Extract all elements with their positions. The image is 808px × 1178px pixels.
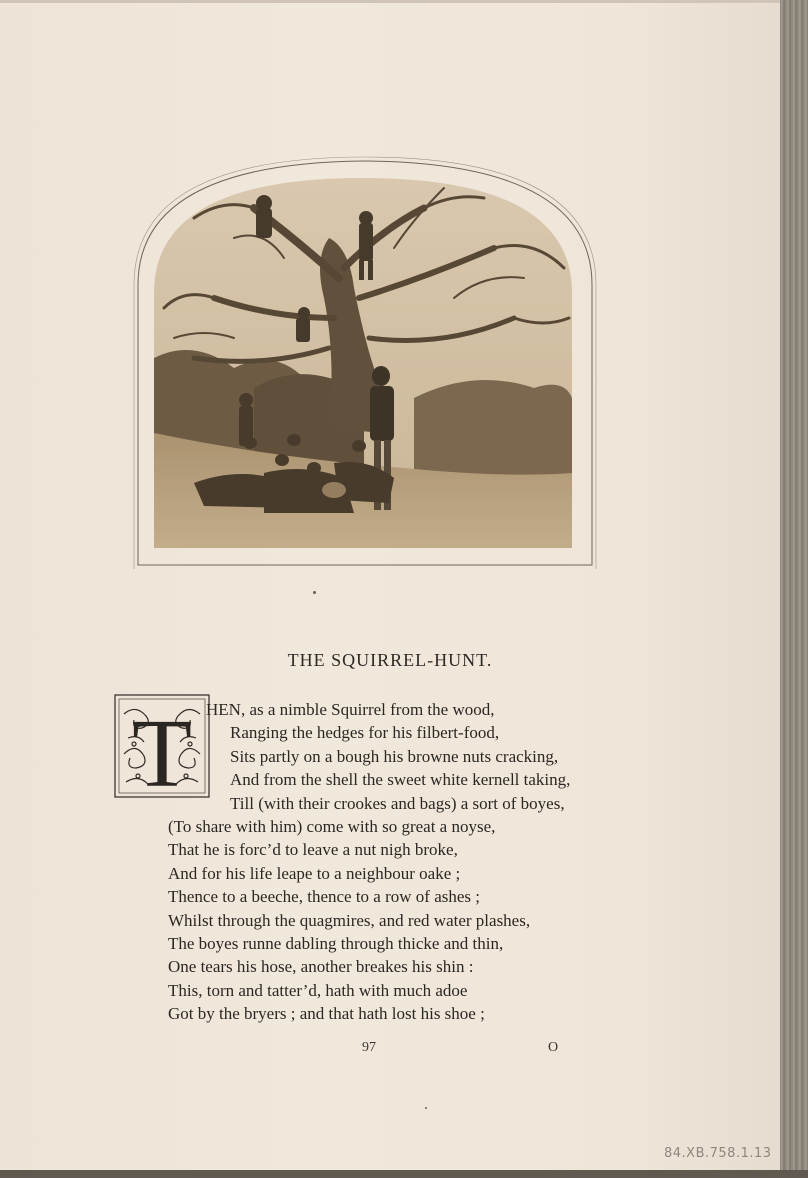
- poem-title: THE SQUIRREL-HUNT.: [287, 650, 493, 670]
- page-number: 97: [362, 1040, 376, 1055]
- page-stack-edge: [780, 0, 808, 1178]
- poem-verse: [168, 698, 638, 1026]
- verse-line: Got by the bryers ; and that hath lost his shoe ;: [168, 1004, 485, 1024]
- cover-bottom-edge: [0, 1170, 808, 1178]
- paper-speck: [313, 591, 316, 594]
- verse-line: (To share with him) come with so great a noyse,: [168, 817, 496, 837]
- page-top-edge: [0, 0, 780, 3]
- signature-mark: O: [548, 1040, 559, 1055]
- verse-line: The boyes runne dabling through thicke and thin,: [168, 934, 504, 954]
- verse-line: Sits partly on a bough his browne nuts cracking,: [230, 746, 559, 766]
- verse-line: This, torn and tatter’d, hath with much adoe: [168, 980, 468, 1000]
- shelfmark: 84.XB.758.1.13: [664, 1146, 772, 1161]
- tree-photograph: [154, 178, 572, 548]
- verse-line: HEN, as a nimble Squirrel from the wood,: [206, 700, 495, 719]
- verse-line: Ranging the hedges for his filbert-food,: [230, 723, 500, 743]
- verse-line: That he is forc’d to leave a nut nigh broke,: [168, 840, 458, 860]
- verse-line: Thence to a beeche, thence to a row of ashes ;: [168, 887, 480, 907]
- verse-line: And for his life leape to a neighbour oake ;: [168, 863, 461, 883]
- paper-speck: [425, 1107, 427, 1109]
- verse-line: Till (with their crookes and bags) a sort of boyes,: [230, 793, 565, 813]
- verse-line: Whilst through the quagmires, and red water plashes,: [168, 910, 531, 930]
- verse-line: One tears his hose, another breakes his shin :: [168, 957, 474, 977]
- dropcap-letter: T: [132, 700, 192, 798]
- verse-line: And from the shell the sweet white kernell taking,: [230, 770, 571, 790]
